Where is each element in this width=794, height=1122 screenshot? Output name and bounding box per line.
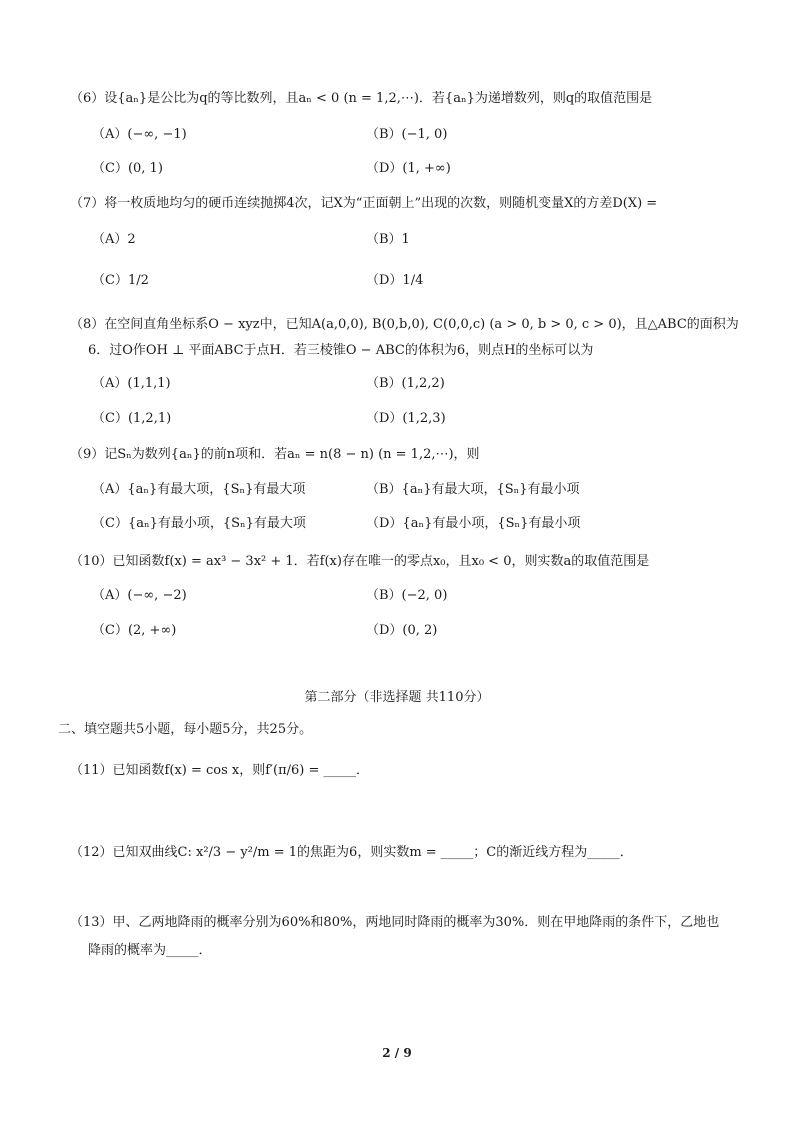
question-6-option-c: （C）(0, 1): [92, 161, 163, 176]
question-7-option-a: （A）2: [92, 232, 136, 247]
question-6-option-b: （B）(−1, 0): [366, 127, 448, 142]
question-6-stem: （6）设{aₙ}是公比为q的等比数列，且aₙ < 0 (n = 1,2,⋯)．若{aₙ}为递增数列，则q的取值范围是: [70, 91, 653, 106]
question-6-option-a: （A）(−∞, −1): [92, 127, 187, 142]
question-8-stem-line2: 6．过O作OH ⊥ 平面ABC于点H．若三棱锥O − ABC的体积为6，则点H的坐标可以为: [88, 343, 594, 358]
question-8-option-a: （A）(1,1,1): [92, 376, 171, 391]
question-7-option-c: （C）1/2: [92, 273, 149, 288]
question-12: （12）已知双曲线C: x²/3 − y²/m = 1的焦距为6，则实数m = _____；C的渐近线方程为_____．: [70, 845, 633, 860]
question-8-option-b: （B）(1,2,2): [366, 376, 445, 391]
question-10-stem: （10）已知函数f(x) = ax³ − 3x² + 1．若f(x)存在唯一的零点x₀，且x₀ < 0，则实数a的取值范围是: [70, 554, 650, 569]
fill-in-header: 二、填空题共5小题，每小题5分，共25分。: [58, 722, 313, 737]
question-10-option-b: （B）(−2, 0): [366, 588, 448, 603]
question-8-option-c: （C）(1,2,1): [92, 411, 172, 426]
question-8-stem-line1: （8）在空间直角坐标系O − xyz中，已知A(a,0,0), B(0,b,0), C(0,0,c) (a > 0, b > 0, c > 0)，且△ABC的面积为: [70, 317, 739, 332]
question-10-option-d: （D）(0, 2): [366, 623, 438, 638]
question-7-option-b: （B）1: [366, 232, 410, 247]
question-9-stem: （9）记Sₙ为数列{aₙ}的前n项和．若aₙ = n(8 − n) (n = 1,2,⋯)，则: [70, 447, 480, 462]
section-title: 第二部分（非选择题 共110分）: [304, 690, 490, 705]
question-8-option-d: （D）(1,2,3): [366, 411, 446, 426]
question-13-line1: （13）甲、乙两地降雨的概率分别为60%和80%，两地同时降雨的概率为30%．则在甲地降雨的条件下，乙地也: [70, 915, 720, 930]
question-9-option-d: （D）{aₙ}有最小项，{Sₙ}有最小项: [366, 516, 581, 531]
question-11: （11）已知函数f(x) = cos x，则f′(π/6) = _____．: [70, 763, 369, 778]
question-10-option-a: （A）(−∞, −2): [92, 588, 187, 603]
question-9-option-c: （C）{aₙ}有最小项，{Sₙ}有最大项: [92, 516, 306, 531]
question-9-option-b: （B）{aₙ}有最大项，{Sₙ}有最小项: [366, 482, 580, 497]
question-10-option-c: （C）(2, +∞): [92, 623, 177, 638]
question-6-option-d: （D）(1, +∞): [366, 161, 451, 176]
question-7-option-d: （D）1/4: [366, 273, 424, 288]
question-7-stem: （7）将一枚质地均匀的硬币连续抛掷4次，记X为“正面朝上”出现的次数，则随机变量X的方差D(X) =: [70, 196, 658, 211]
question-13-line2: 降雨的概率为_____．: [88, 943, 212, 958]
page-number: 2 / 9: [382, 1046, 412, 1060]
question-9-option-a: （A）{aₙ}有最大项，{Sₙ}有最大项: [92, 482, 306, 497]
